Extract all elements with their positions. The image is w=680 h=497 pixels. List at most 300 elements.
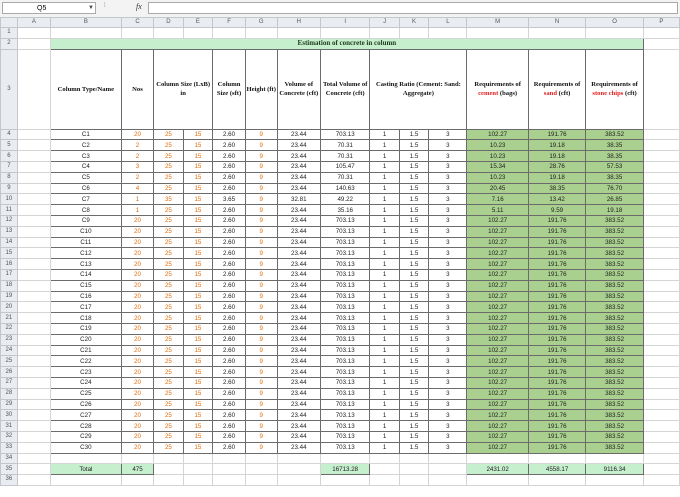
data-cell[interactable]: 49.22 [321,194,370,205]
column-header-D[interactable]: D [154,18,183,28]
data-cell[interactable]: 19.18 [528,140,586,151]
data-cell[interactable]: 1.5 [399,248,429,259]
cell[interactable] [643,302,679,313]
cell[interactable] [370,464,399,475]
data-cell[interactable]: 25 [154,302,183,313]
data-cell[interactable]: 2.60 [213,410,246,421]
cell[interactable] [643,172,679,183]
data-cell[interactable]: 102.27 [467,280,528,291]
cell[interactable] [213,453,246,464]
data-cell[interactable]: 102.27 [467,356,528,367]
row-header[interactable]: 31 [1,421,18,432]
cell[interactable] [17,215,50,226]
data-cell[interactable]: 19.18 [528,151,586,162]
row-header[interactable]: 15 [1,248,18,259]
data-cell[interactable]: 20 [121,291,153,302]
data-cell[interactable]: 9 [245,431,277,442]
data-cell[interactable]: 191.76 [528,334,586,345]
data-cell[interactable]: 20.45 [467,183,528,194]
data-cell[interactable]: 15 [183,377,212,388]
cell[interactable] [528,475,586,486]
data-cell[interactable]: 383.52 [586,291,644,302]
data-cell[interactable]: 23.44 [277,334,321,345]
data-cell[interactable]: 9 [245,421,277,432]
data-cell[interactable]: 191.76 [528,269,586,280]
data-cell[interactable]: 20 [121,302,153,313]
data-cell[interactable]: 383.52 [586,410,644,421]
column-header-L[interactable]: L [429,18,467,28]
data-cell[interactable]: 1.5 [399,183,429,194]
data-cell[interactable]: 20 [121,367,153,378]
data-cell[interactable]: C8 [50,205,121,216]
data-cell[interactable]: 1 [370,280,399,291]
data-cell[interactable]: 102.27 [467,377,528,388]
data-cell[interactable]: 15 [183,356,212,367]
data-cell[interactable]: 9 [245,215,277,226]
column-header-J[interactable]: J [370,18,399,28]
cell[interactable] [643,28,679,39]
data-cell[interactable]: 1 [370,399,399,410]
data-cell[interactable]: 2 [121,151,153,162]
data-cell[interactable]: 3.65 [213,194,246,205]
cell[interactable] [17,356,50,367]
column-header-N[interactable]: N [528,18,586,28]
data-cell[interactable]: 1 [370,388,399,399]
header-req-sand[interactable] [528,49,586,129]
row-header[interactable]: 27 [1,377,18,388]
data-cell[interactable]: 9 [245,410,277,421]
data-cell[interactable]: 102.27 [467,345,528,356]
data-cell[interactable]: 15 [183,388,212,399]
data-cell[interactable]: 191.76 [528,323,586,334]
cell[interactable] [17,367,50,378]
data-cell[interactable]: 25 [154,421,183,432]
data-cell[interactable]: 2.60 [213,205,246,216]
cell[interactable] [643,269,679,280]
data-cell[interactable]: 3 [429,183,467,194]
data-cell[interactable]: 38.35 [528,183,586,194]
cell[interactable] [586,453,644,464]
data-cell[interactable]: 191.76 [528,388,586,399]
cell[interactable] [429,475,467,486]
data-cell[interactable]: 25 [154,291,183,302]
data-cell[interactable]: 25 [154,259,183,270]
cell[interactable] [277,475,321,486]
column-header-C[interactable]: C [121,18,153,28]
data-cell[interactable]: 9 [245,248,277,259]
data-cell[interactable]: 23.44 [277,356,321,367]
data-cell[interactable]: 2.60 [213,183,246,194]
cell[interactable] [17,345,50,356]
data-cell[interactable]: C29 [50,431,121,442]
data-cell[interactable]: 3 [429,367,467,378]
sheet-title[interactable]: Estimation of concrete in column [50,38,643,49]
data-cell[interactable]: 25 [154,410,183,421]
data-cell[interactable]: 9 [245,151,277,162]
data-cell[interactable]: 2 [121,172,153,183]
data-cell[interactable]: C16 [50,291,121,302]
data-cell[interactable]: 57.53 [586,161,644,172]
data-cell[interactable]: 9 [245,161,277,172]
data-cell[interactable]: 703.13 [321,291,370,302]
data-cell[interactable]: C15 [50,280,121,291]
data-cell[interactable]: 191.76 [528,399,586,410]
data-cell[interactable]: 703.13 [321,442,370,453]
row-header[interactable]: 26 [1,367,18,378]
data-cell[interactable]: 383.52 [586,377,644,388]
data-cell[interactable]: 20 [121,129,153,140]
data-cell[interactable]: 3 [429,377,467,388]
data-cell[interactable]: 20 [121,323,153,334]
cell[interactable] [643,442,679,453]
data-cell[interactable]: 1 [370,334,399,345]
data-cell[interactable]: 1 [370,421,399,432]
cell[interactable] [17,302,50,313]
data-cell[interactable]: 191.76 [528,280,586,291]
data-cell[interactable]: 9 [245,194,277,205]
cell[interactable] [17,28,50,39]
data-cell[interactable]: 2 [121,140,153,151]
cell[interactable] [399,464,429,475]
select-all-corner[interactable] [1,18,18,28]
data-cell[interactable]: 191.76 [528,410,586,421]
data-cell[interactable]: C22 [50,356,121,367]
data-cell[interactable]: 70.31 [321,151,370,162]
cell[interactable] [321,475,370,486]
data-cell[interactable]: 25 [154,334,183,345]
total-sand[interactable]: 4558.17 [528,464,586,475]
cell[interactable] [429,453,467,464]
data-cell[interactable]: 25 [154,431,183,442]
data-cell[interactable]: 9 [245,377,277,388]
data-cell[interactable]: 9 [245,323,277,334]
cell[interactable] [643,259,679,270]
data-cell[interactable]: 383.52 [586,421,644,432]
data-cell[interactable]: 15 [183,313,212,324]
data-cell[interactable]: 15 [183,161,212,172]
data-cell[interactable]: 25 [154,226,183,237]
cell[interactable] [321,453,370,464]
cell[interactable] [429,28,467,39]
cell[interactable] [245,464,277,475]
data-cell[interactable]: 703.13 [321,399,370,410]
cell[interactable] [183,464,212,475]
data-cell[interactable]: 191.76 [528,367,586,378]
data-cell[interactable]: 3 [429,215,467,226]
data-cell[interactable]: 25 [154,161,183,172]
data-cell[interactable]: 1.5 [399,377,429,388]
data-cell[interactable]: 25 [154,313,183,324]
data-cell[interactable]: 1 [370,140,399,151]
cell[interactable] [643,151,679,162]
row-header[interactable]: 18 [1,280,18,291]
data-cell[interactable]: 15 [183,129,212,140]
cell[interactable] [17,334,50,345]
data-cell[interactable]: 102.27 [467,421,528,432]
data-cell[interactable]: 2.60 [213,259,246,270]
cell[interactable] [643,183,679,194]
data-cell[interactable]: 23.44 [277,291,321,302]
row-header[interactable]: 25 [1,356,18,367]
data-cell[interactable]: 1.5 [399,151,429,162]
data-cell[interactable]: 2.60 [213,377,246,388]
data-cell[interactable]: 703.13 [321,323,370,334]
column-header-A[interactable]: A [17,18,50,28]
data-cell[interactable]: 2.60 [213,313,246,324]
data-cell[interactable]: 23.44 [277,226,321,237]
data-cell[interactable]: 3 [429,248,467,259]
data-cell[interactable]: 1.5 [399,302,429,313]
data-cell[interactable]: 1.5 [399,356,429,367]
data-cell[interactable]: 9 [245,172,277,183]
data-cell[interactable]: 2.60 [213,172,246,183]
data-cell[interactable]: 383.52 [586,399,644,410]
cell[interactable] [17,464,50,475]
cell[interactable] [643,215,679,226]
cell[interactable] [17,377,50,388]
data-cell[interactable]: 32.81 [277,194,321,205]
cell[interactable] [370,28,399,39]
data-cell[interactable]: 102.27 [467,291,528,302]
data-cell[interactable]: 703.13 [321,248,370,259]
data-cell[interactable]: 2.60 [213,399,246,410]
header-casting-ratio[interactable]: Casting Ratio (Cement: Sand: Aggregate) [370,49,467,129]
data-cell[interactable]: 23.44 [277,151,321,162]
header-total-volume[interactable]: Total Volume of Concrete (cft) [321,49,370,129]
data-cell[interactable]: 1.5 [399,237,429,248]
data-cell[interactable]: 15 [183,172,212,183]
data-cell[interactable]: 1.5 [399,280,429,291]
data-cell[interactable]: 1.5 [399,421,429,432]
data-cell[interactable]: 703.13 [321,345,370,356]
data-cell[interactable]: 25 [154,399,183,410]
data-cell[interactable]: C23 [50,367,121,378]
data-cell[interactable]: 1.5 [399,345,429,356]
data-cell[interactable]: 23.44 [277,323,321,334]
data-cell[interactable]: 15 [183,431,212,442]
data-cell[interactable]: 1 [370,302,399,313]
data-cell[interactable]: 23.44 [277,367,321,378]
data-cell[interactable]: 15 [183,248,212,259]
data-cell[interactable]: 3 [429,410,467,421]
data-cell[interactable]: 28.76 [528,161,586,172]
data-cell[interactable]: 20 [121,388,153,399]
data-cell[interactable]: 20 [121,259,153,270]
data-cell[interactable]: 23.44 [277,140,321,151]
data-cell[interactable]: 3 [121,161,153,172]
cell[interactable] [321,28,370,39]
row-header[interactable]: 19 [1,291,18,302]
data-cell[interactable]: 102.27 [467,399,528,410]
data-cell[interactable]: 9 [245,183,277,194]
data-cell[interactable]: 191.76 [528,248,586,259]
row-header[interactable]: 10 [1,194,18,205]
data-cell[interactable]: 3 [429,205,467,216]
column-header-B[interactable]: B [50,18,121,28]
data-cell[interactable]: 25 [154,183,183,194]
data-cell[interactable]: 703.13 [321,431,370,442]
cell[interactable] [17,140,50,151]
data-cell[interactable]: 1.5 [399,129,429,140]
data-cell[interactable]: 1.5 [399,269,429,280]
cell[interactable] [399,28,429,39]
cell[interactable] [17,269,50,280]
data-cell[interactable]: 2.60 [213,280,246,291]
data-cell[interactable]: 383.52 [586,248,644,259]
data-cell[interactable]: 23.44 [277,183,321,194]
data-cell[interactable]: 1.5 [399,194,429,205]
data-cell[interactable]: 1.5 [399,323,429,334]
data-cell[interactable]: 9 [245,291,277,302]
data-cell[interactable]: C12 [50,248,121,259]
data-cell[interactable]: 1 [370,172,399,183]
data-cell[interactable]: 23.44 [277,345,321,356]
row-header[interactable]: 20 [1,302,18,313]
row-header[interactable]: 33 [1,442,18,453]
data-cell[interactable]: C25 [50,388,121,399]
data-cell[interactable]: 25 [154,237,183,248]
cell[interactable] [121,28,153,39]
data-cell[interactable]: 3 [429,334,467,345]
cell[interactable] [643,291,679,302]
cell[interactable] [467,453,528,464]
cell[interactable] [154,453,183,464]
data-cell[interactable]: C27 [50,410,121,421]
data-cell[interactable]: 70.31 [321,172,370,183]
data-cell[interactable]: 20 [121,410,153,421]
cell[interactable] [643,356,679,367]
cell[interactable] [17,259,50,270]
data-cell[interactable]: 3 [429,259,467,270]
column-header-I[interactable]: I [321,18,370,28]
cell[interactable] [17,431,50,442]
row-header[interactable]: 8 [1,172,18,183]
data-cell[interactable]: 105.47 [321,161,370,172]
data-cell[interactable]: 9 [245,345,277,356]
cell[interactable] [643,49,679,129]
cell[interactable] [17,194,50,205]
row-header[interactable]: 5 [1,140,18,151]
data-cell[interactable]: 23.44 [277,421,321,432]
formula-input[interactable] [148,2,678,14]
cell[interactable] [643,388,679,399]
data-cell[interactable]: 10.23 [467,172,528,183]
row-header[interactable]: 14 [1,237,18,248]
header-column-size-sft[interactable]: Column Size (sft) [213,49,246,129]
data-cell[interactable]: 191.76 [528,215,586,226]
data-cell[interactable]: 20 [121,345,153,356]
data-cell[interactable]: 9 [245,442,277,453]
data-cell[interactable]: 9 [245,129,277,140]
data-cell[interactable]: 25 [154,140,183,151]
cell[interactable] [183,475,212,486]
cell[interactable] [17,248,50,259]
data-cell[interactable]: 383.52 [586,367,644,378]
data-cell[interactable]: 15 [183,151,212,162]
data-cell[interactable]: 383.52 [586,237,644,248]
data-cell[interactable]: 703.13 [321,226,370,237]
data-cell[interactable]: 3 [429,323,467,334]
data-cell[interactable]: 25 [154,388,183,399]
data-cell[interactable]: 191.76 [528,421,586,432]
data-cell[interactable]: 15 [183,345,212,356]
data-cell[interactable]: 703.13 [321,237,370,248]
cell[interactable] [245,475,277,486]
data-cell[interactable]: 15 [183,259,212,270]
row-header[interactable]: 3 [1,49,18,129]
row-header[interactable]: 16 [1,259,18,270]
data-cell[interactable]: 1.5 [399,388,429,399]
cell[interactable] [154,475,183,486]
data-cell[interactable]: 1 [370,259,399,270]
data-cell[interactable]: 15 [183,334,212,345]
cell[interactable] [50,28,121,39]
data-cell[interactable]: 102.27 [467,442,528,453]
data-cell[interactable]: C20 [50,334,121,345]
data-cell[interactable]: 15 [183,399,212,410]
data-cell[interactable]: 15 [183,442,212,453]
data-cell[interactable]: 3 [429,161,467,172]
data-cell[interactable]: 1.5 [399,259,429,270]
row-header[interactable]: 4 [1,129,18,140]
data-cell[interactable]: 383.52 [586,442,644,453]
data-cell[interactable]: 15 [183,215,212,226]
cell[interactable] [121,453,153,464]
data-cell[interactable]: 2.60 [213,291,246,302]
data-cell[interactable]: 1.5 [399,313,429,324]
cell[interactable] [643,334,679,345]
data-cell[interactable]: 3 [429,388,467,399]
data-cell[interactable]: 383.52 [586,323,644,334]
data-cell[interactable]: C10 [50,226,121,237]
data-cell[interactable]: 102.27 [467,323,528,334]
data-cell[interactable]: 25 [154,151,183,162]
data-cell[interactable]: 20 [121,215,153,226]
column-header-M[interactable]: M [467,18,528,28]
data-cell[interactable]: C1 [50,129,121,140]
data-cell[interactable]: 15 [183,280,212,291]
data-cell[interactable]: 2.60 [213,140,246,151]
data-cell[interactable]: 1.5 [399,205,429,216]
total-stone[interactable]: 9116.34 [586,464,644,475]
data-cell[interactable]: 3 [429,280,467,291]
data-cell[interactable]: 3 [429,421,467,432]
cell[interactable] [183,28,212,39]
data-cell[interactable]: C9 [50,215,121,226]
data-cell[interactable]: 38.35 [586,140,644,151]
row-header[interactable]: 22 [1,323,18,334]
data-cell[interactable]: 1 [370,183,399,194]
data-cell[interactable]: 1 [370,205,399,216]
data-cell[interactable]: 38.35 [586,172,644,183]
header-req-stone[interactable] [586,49,644,129]
cell[interactable] [643,237,679,248]
data-cell[interactable]: 3 [429,237,467,248]
data-cell[interactable]: 383.52 [586,215,644,226]
cell[interactable] [643,248,679,259]
data-cell[interactable]: 383.52 [586,280,644,291]
data-cell[interactable]: 23.44 [277,259,321,270]
data-cell[interactable]: 15 [183,140,212,151]
cell[interactable] [17,410,50,421]
data-cell[interactable]: 1 [370,323,399,334]
data-cell[interactable]: 2.60 [213,334,246,345]
data-cell[interactable]: 13.42 [528,194,586,205]
data-cell[interactable]: C17 [50,302,121,313]
cell[interactable] [17,421,50,432]
column-header-F[interactable]: F [213,18,246,28]
data-cell[interactable]: 3 [429,399,467,410]
